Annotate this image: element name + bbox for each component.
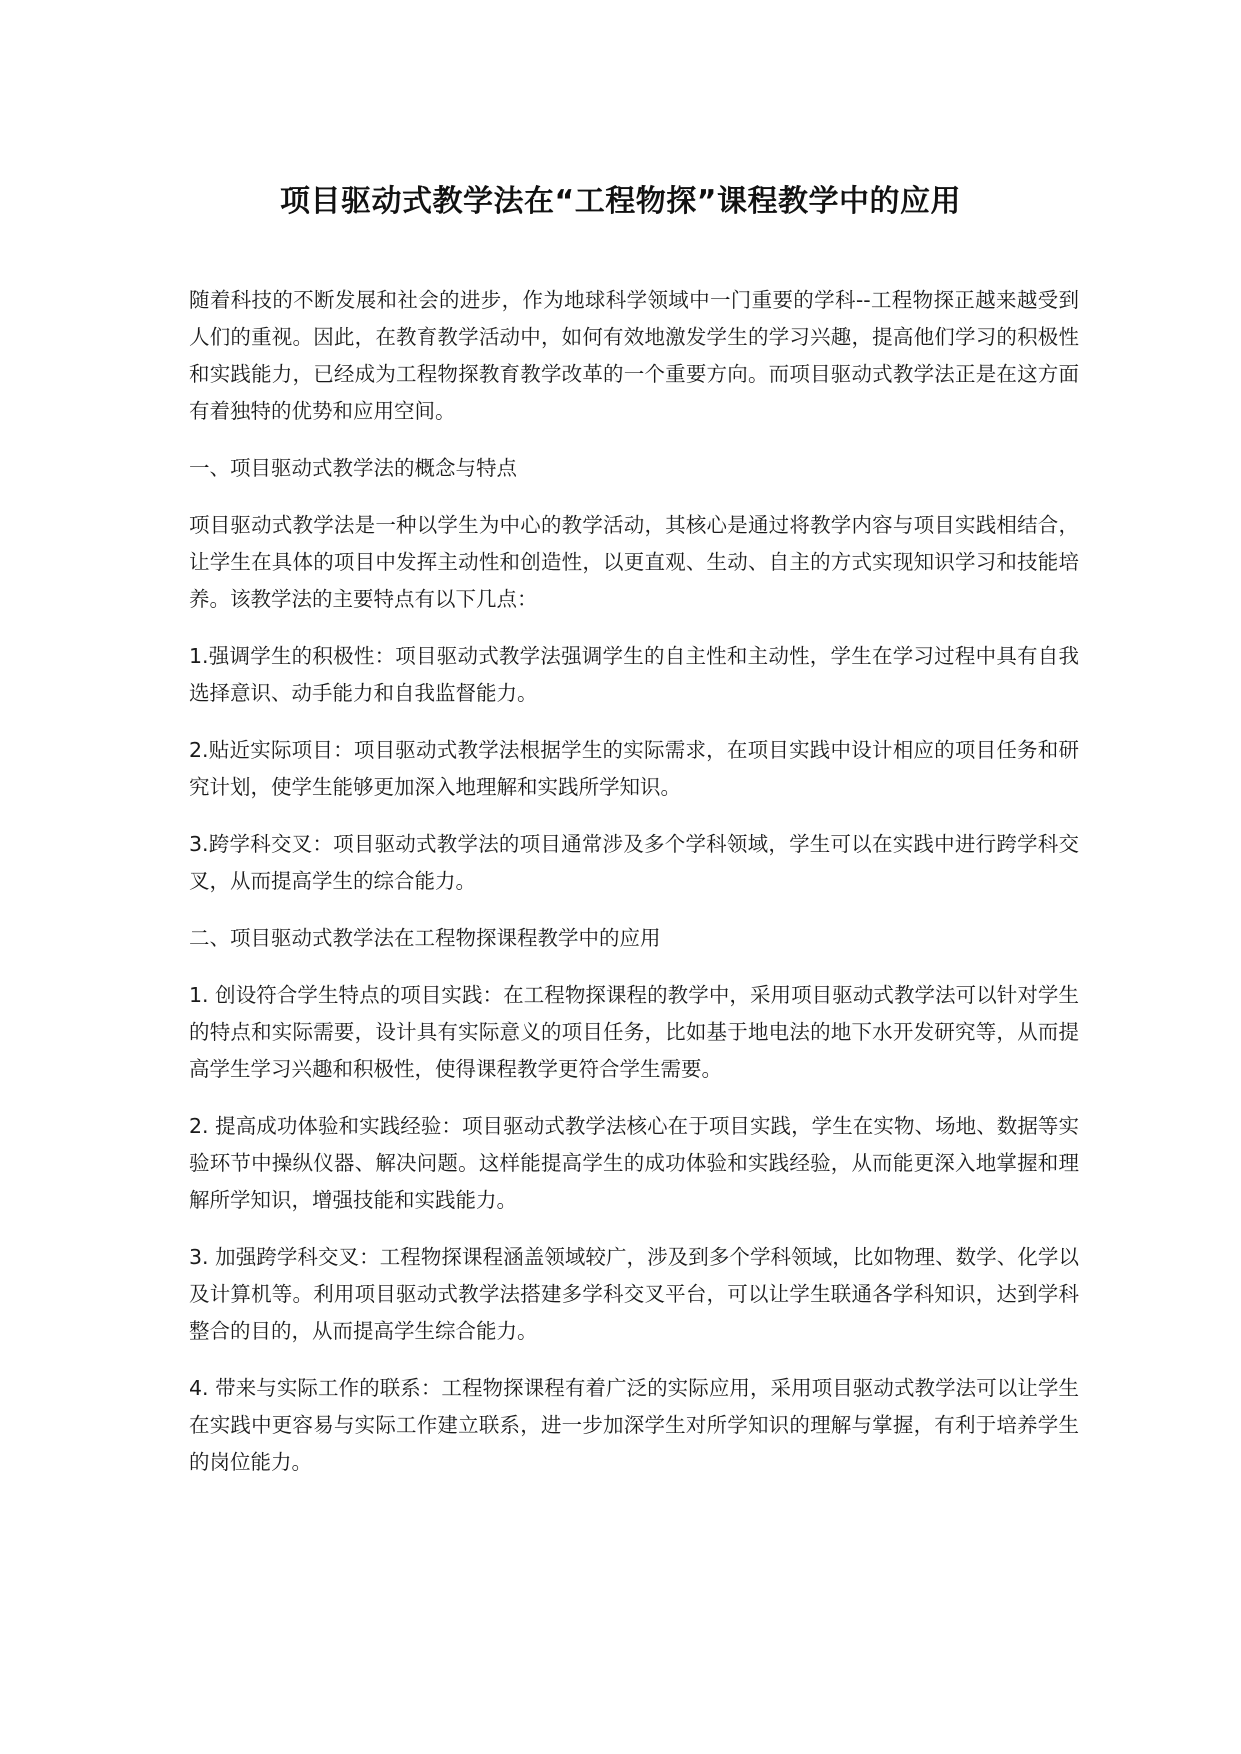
application-item-1: 1. 创设符合学生特点的项目实践：在工程物探课程的教学中，采用项目驱动式教学法可以针对学生的特点和实际需要，设计具有实际意义的项目任务，比如基于地电法的地下水开发研究等，从而提高学生学习兴趣和积极性，使得课程教学更符合学生需要。 [189, 983, 1079, 1081]
application-item-2: 2. 提高成功体验和实践经验：项目驱动式教学法核心在于项目实践，学生在实物、场地、数据等实验环节中操纵仪器、解决问题。这样能提高学生的成功体验和实践经验，从而能更深入地掌握和理解所学知识，增强技能和实践能力。 [189, 1114, 1079, 1212]
section-1-paragraph: 项目驱动式教学法是一种以学生为中心的教学活动，其核心是通过将教学内容与项目实践相结合，让学生在具体的项目中发挥主动性和创造性，以更直观、生动、自主的方式实现知识学习和技能培养。该教学法的主要特点有以下几点： [189, 513, 1079, 611]
application-item-3: 3. 加强跨学科交叉：工程物探课程涵盖领域较广，涉及到多个学科领域，比如物理、数学、化学以及计算机等。利用项目驱动式教学法搭建多学科交叉平台，可以让学生联通各学科知识，达到学科整合的目的，从而提高学生综合能力。 [189, 1245, 1079, 1343]
application-item-4: 4. 带来与实际工作的联系：工程物探课程有着广泛的实际应用，采用项目驱动式教学法可以让学生在实践中更容易与实际工作建立联系，进一步加深学生对所学知识的理解与掌握，有利于培养学生的岗位能力。 [189, 1376, 1079, 1474]
section-heading-1: 一、项目驱动式教学法的概念与特点 [189, 456, 517, 480]
feature-item-3: 3.跨学科交叉：项目驱动式教学法的项目通常涉及多个学科领域，学生可以在实践中进行跨学科交叉，从而提高学生的综合能力。 [189, 832, 1079, 893]
intro-paragraph: 随着科技的不断发展和社会的进步，作为地球科学领域中一门重要的学科--工程物探正越来越受到人们的重视。因此，在教育教学活动中，如何有效地激发学生的学习兴趣，提高他们学习的积极性和实践能力，已经成为工程物探教育教学改革的一个重要方向。而项目驱动式教学法正是在这方面有着独特的优势和应用空间。 [189, 288, 1079, 423]
document-title: 项目驱动式教学法在“工程物探”课程教学中的应用 [280, 184, 961, 219]
feature-item-2: 2.贴近实际项目：项目驱动式教学法根据学生的实际需求，在项目实践中设计相应的项目任务和研究计划，使学生能够更加深入地理解和实践所学知识。 [189, 738, 1079, 799]
feature-item-1: 1.强调学生的积极性：项目驱动式教学法强调学生的自主性和主动性，学生在学习过程中具有自我选择意识、动手能力和自我监督能力。 [189, 644, 1079, 705]
document-body [189, 282, 1079, 1501]
section-heading-2: 二、项目驱动式教学法在工程物探课程教学中的应用 [189, 926, 661, 950]
